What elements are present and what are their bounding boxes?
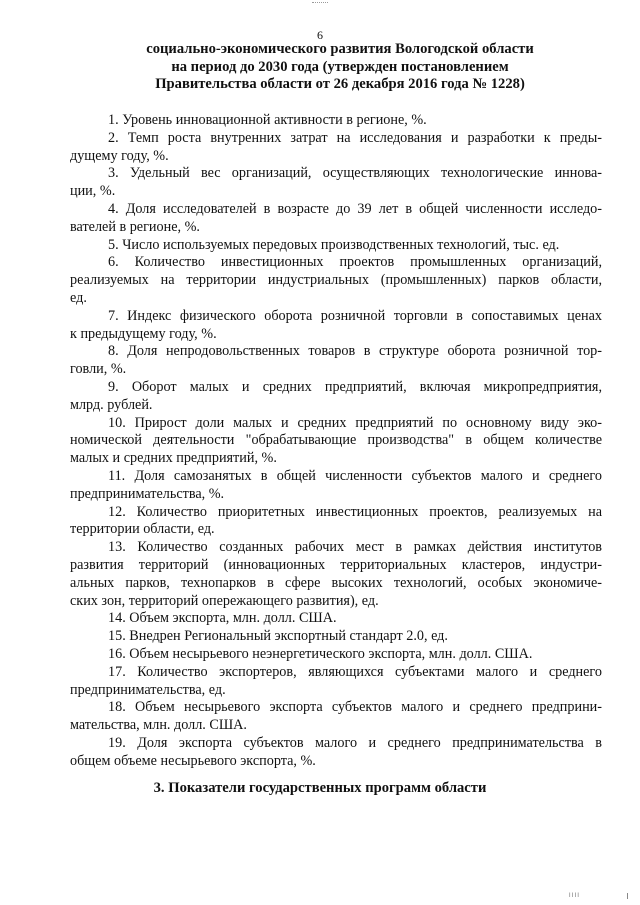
heading-line-1: социально-экономического развития Вологодской области bbox=[146, 41, 534, 57]
indicator-line: 11. Доля самозанятых в общей численности субъектов малого и среднего bbox=[108, 467, 602, 484]
document-heading bbox=[70, 41, 610, 94]
indicator-item bbox=[70, 699, 602, 735]
indicator-line: номической деятельности "обрабатывающие производства" в общем количестве bbox=[70, 432, 602, 449]
indicator-line: млрд. рублей. bbox=[70, 396, 153, 413]
corner-scan-mark bbox=[627, 893, 628, 899]
scan-mark bbox=[312, 2, 328, 5]
indicator-line: 2. Темп роста внутренних затрат на исследования и разработки к преды- bbox=[108, 129, 602, 146]
indicator-line: 18. Объем несырьевого экспорта субъектов малого и среднего предприни- bbox=[108, 699, 602, 716]
indicator-list bbox=[70, 112, 602, 770]
indicator-line: говли, %. bbox=[70, 361, 127, 378]
indicator-item bbox=[70, 415, 602, 468]
indicator-line: 16. Объем несырьевого неэнергетического экспорта, млн. долл. США. bbox=[108, 645, 533, 662]
indicator-line: ед. bbox=[70, 289, 87, 306]
indicator-item bbox=[70, 468, 602, 504]
indicator-line: развития территорий (инновационных территориальных кластеров, индустри- bbox=[70, 556, 602, 573]
indicator-line: к предыдущему году, %. bbox=[70, 325, 217, 342]
indicator-line: территории области, ед. bbox=[70, 521, 215, 538]
indicator-line: альных парков, технопарков в сфере высоких технологий, особых экономиче- bbox=[70, 574, 602, 591]
indicator-line: 10. Прирост доли малых и средних предприятий по основному виду эко- bbox=[108, 414, 602, 431]
indicator-item bbox=[70, 165, 602, 201]
indicator-item bbox=[70, 628, 602, 646]
indicator-item bbox=[70, 610, 602, 628]
heading-line-3: Правительства области от 26 декабря 2016 года № 1228) bbox=[155, 76, 525, 93]
indicator-item bbox=[70, 237, 602, 255]
indicator-line: 14. Объем экспорта, млн. долл. США. bbox=[108, 610, 337, 627]
footer-scan-mark: IIII bbox=[568, 892, 580, 899]
indicator-item bbox=[70, 201, 602, 237]
indicator-item bbox=[70, 664, 602, 700]
indicator-item bbox=[70, 539, 602, 610]
section-title: 3. Показатели государственных программ области bbox=[153, 780, 487, 796]
heading-line-2: на период до 2030 года (утвержден постановлением bbox=[171, 58, 509, 75]
indicator-line: 12. Количество приоритетных инвестиционных проектов, реализуемых на bbox=[108, 503, 602, 520]
indicator-line: 3. Удельный вес организаций, осуществляющих технологические иннова- bbox=[108, 165, 602, 182]
indicator-line: 17. Количество экспортеров, являющихся субъектами малого и среднего bbox=[108, 663, 602, 680]
indicator-line: малых и средних предприятий, %. bbox=[70, 450, 277, 467]
indicator-item bbox=[70, 379, 602, 415]
indicator-line: 15. Внедрен Региональный экспортный стандарт 2.0, ед. bbox=[108, 628, 448, 645]
indicator-line: 1. Уровень инновационной активности в регионе, %. bbox=[108, 112, 427, 128]
indicator-line: 4. Доля исследователей в возрасте до 39 лет в общей численности исследо- bbox=[108, 200, 602, 217]
indicator-line: 8. Доля непродовольственных товаров в структуре оборота розничной тор- bbox=[108, 343, 602, 360]
indicator-line: вателей в регионе, %. bbox=[70, 218, 200, 235]
indicator-line: 5. Число используемых передовых производственных технологий, тыс. ед. bbox=[108, 236, 560, 253]
indicator-item bbox=[70, 504, 602, 540]
indicator-item bbox=[70, 112, 602, 130]
indicator-line: дущему году, %. bbox=[70, 147, 169, 164]
indicator-item bbox=[70, 308, 602, 344]
indicator-line: реализуемых на территории индустриальных (промышленных) парков области, bbox=[70, 272, 602, 289]
page-number: 6 bbox=[317, 28, 323, 42]
indicator-item bbox=[70, 735, 602, 771]
indicator-item bbox=[70, 343, 602, 379]
indicator-line: общем объеме несырьевого экспорта, %. bbox=[70, 752, 316, 769]
indicator-line: мательства, млн. долл. США. bbox=[70, 717, 247, 734]
indicator-line: ции, %. bbox=[70, 183, 116, 200]
indicator-item bbox=[70, 646, 602, 664]
indicator-line: ских зон, территорий опережающего развития), ед. bbox=[70, 592, 379, 609]
indicator-item bbox=[70, 254, 602, 307]
indicator-line: 7. Индекс физического оборота розничной торговли в сопоставимых ценах bbox=[108, 307, 602, 324]
indicator-line: предпринимательства, ед. bbox=[70, 681, 226, 698]
indicator-line: предпринимательства, %. bbox=[70, 485, 225, 502]
indicator-line: 13. Количество созданных рабочих мест в рамках действия институтов bbox=[108, 539, 602, 556]
indicator-item bbox=[70, 130, 602, 166]
indicator-line: 19. Доля экспорта субъектов малого и среднего предпринимательства в bbox=[108, 734, 602, 751]
indicator-line: 9. Оборот малых и средних предприятий, включая микропредприятия, bbox=[108, 378, 602, 395]
indicator-line: 6. Количество инвестиционных проектов промышленных организаций, bbox=[108, 254, 602, 271]
